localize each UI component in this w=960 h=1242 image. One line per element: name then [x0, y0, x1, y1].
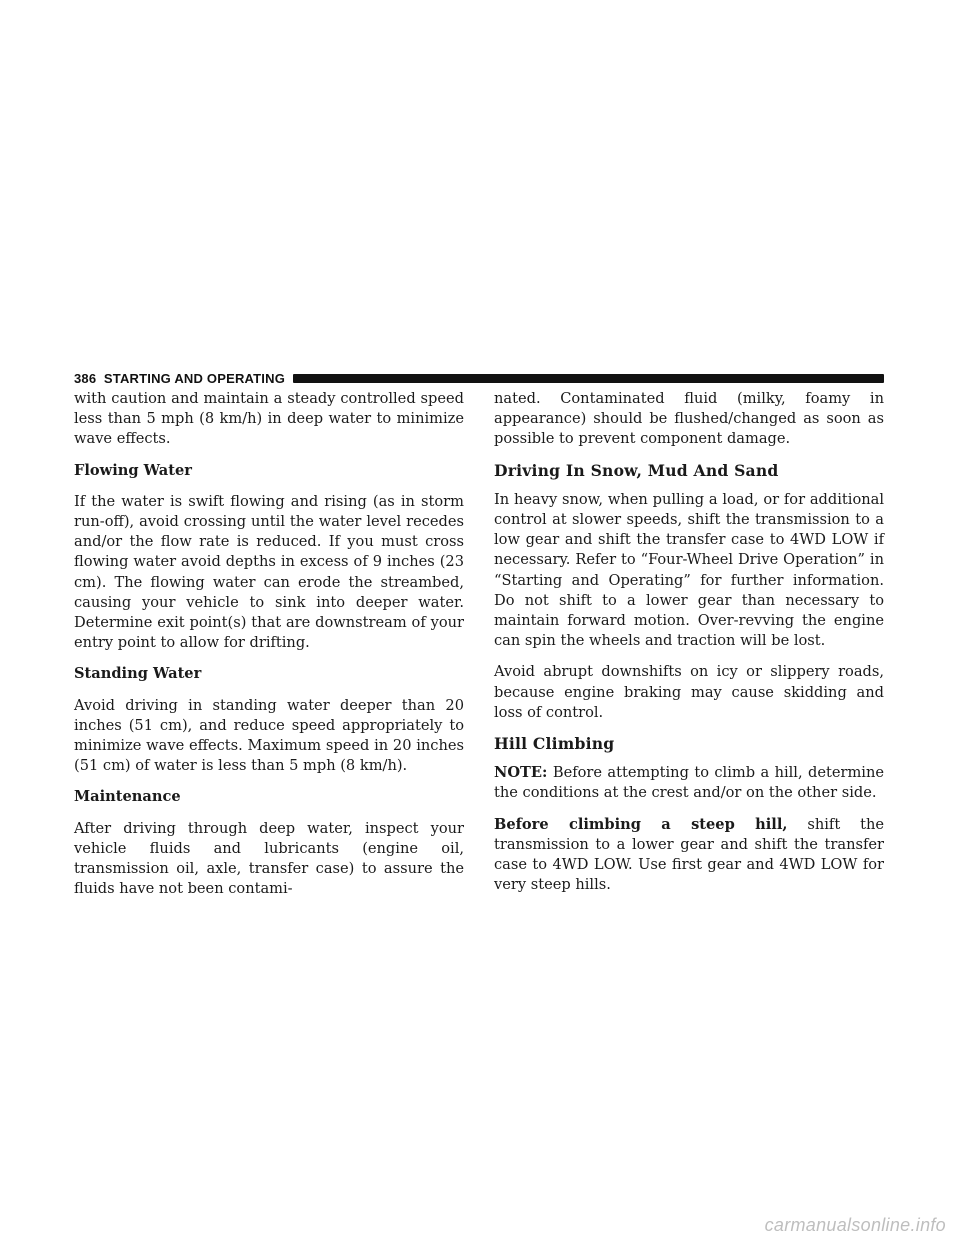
maintenance-paragraph: After driving through deep water, inspect your vehicle fluids and lubricants (engine oil, transmission oil, axle, transfer case) to assure the fluids have not been contami- — [74, 819, 464, 898]
page-header-text — [74, 371, 285, 386]
snow-mud-sand-paragraph-2: Avoid abrupt downshifts on icy or slippery roads, because engine braking may cause skidding and loss of control. — [494, 663, 884, 721]
maintenance-heading: Maintenance — [74, 788, 181, 806]
left-column — [74, 389, 464, 910]
continuation-paragraph: nated. Contaminated fluid (milky, foamy in appearance) should be flushed/changed as soon as possible to prevent component damage. — [494, 390, 884, 448]
hill-climbing-paragraph — [494, 815, 884, 896]
section-name: STARTING AND OPERATING — [103, 370, 286, 386]
hill-climbing-heading: Hill Climbing — [494, 734, 615, 754]
hill-climbing-note — [494, 763, 884, 803]
page-number: 386 — [74, 370, 97, 386]
flowing-water-heading: Flowing Water — [74, 461, 192, 479]
page-header — [74, 369, 884, 387]
site-watermark: carmanualsonline.info — [764, 1215, 946, 1235]
right-column — [494, 389, 884, 906]
intro-paragraph: with caution and maintain a steady controlled speed less than 5 mph (8 km/h) in deep water to minimize wave effects. — [74, 390, 464, 448]
standing-water-heading: Standing Water — [74, 665, 202, 683]
standing-water-paragraph: Avoid driving in standing water deeper than 20 inches (51 cm), and reduce speed appropriately to minimize wave effects. Maximum speed in 20 inches (51 cm) of water is less than 5 mph (8 km/h). — [74, 696, 464, 775]
steep-hill-text: shift the transmission to a lower gear and shift the transfer case to 4WD LOW. Use first gear and 4WD LOW for very steep hills. — [494, 815, 884, 894]
note-text: Before attempting to climb a hill, determine the conditions at the crest and/or on the other side. — [494, 764, 885, 802]
flowing-water-paragraph: If the water is swift flowing and rising (as in storm run-off), avoid crossing until the water level recedes and/or the flow rate is reduced. If you must cross flowing water avoid depths in excess of 9 inches (23 cm). The flowing water can erode the streambed, causing your vehicle to sink into deeper water. Determine exit point(s) that are downstream of your entry point to allow for drifting. — [74, 492, 464, 652]
snow-mud-sand-paragraph-1: In heavy snow, when pulling a load, or for additional control at slower speeds, shift the transmission to a low gear and shift the transfer case to 4WD LOW if necessary. Refer to “Four-Wheel Drive Operation” in “Starting and Operating” for further information. Do not shift to a lower gear than necessary to maintain forward motion. Over-revving the engine can spin the wheels and traction will be lost. — [494, 490, 884, 650]
steep-hill-lead: Before climbing a steep hill, — [494, 815, 788, 833]
header-rule — [293, 374, 884, 383]
snow-mud-sand-heading: Driving In Snow, Mud And Sand — [494, 460, 779, 480]
note-label: NOTE: — [494, 764, 548, 782]
